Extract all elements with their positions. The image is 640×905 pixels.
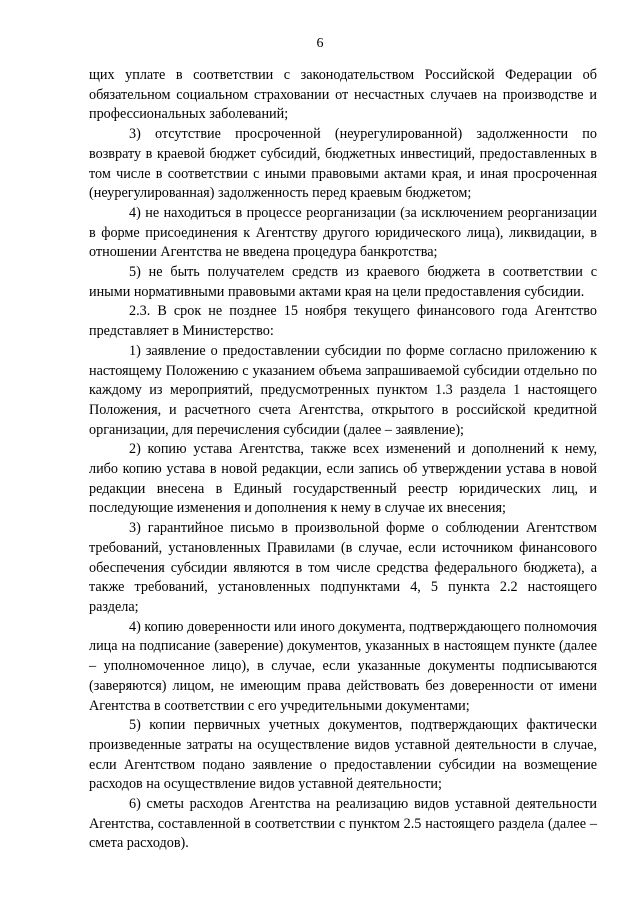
- page-number: 6: [316, 36, 324, 51]
- paragraph-item-4: 4) не находиться в процессе реорганизации (за исключением реорганизации в форме присоединения к Агентству другого юридического лица), ликвидации, в отношении Агентства не введена процедура банкротства;: [89, 204, 597, 261]
- paragraph-list-item-5: 5) копии первичных учетных документов, подтверждающих фактически произведенные затраты на осуществление видов уставной деятельности в случае, если Агентством подано заявление о предоставлении субсидии на возмещение расходов на осуществление видов уставной деятельности;: [89, 717, 597, 793]
- paragraph-list-item-1: 1) заявление о предоставлении субсидии по форме согласно приложению к настоящему Положению с указанием объема запрашиваемой субсидии отдельно по каждому из мероприятий, предусмотренных пунктом 1.3 раздела 1 настоящего Положения, и расчетного счета Агентства, открытого в российской кредитной организации, для перечисления субсидии (далее – заявление);: [89, 342, 597, 438]
- document-body: [89, 66, 597, 854]
- paragraph-list-item-3: 3) гарантийное письмо в произвольной форме о соблюдении Агентством требований, установленных Правилами (в случае, если источником финансового обеспечения субсидии являются в том числе средства федерального бюджета), а также требований, установленных подпунктами 4, 5 пункта 2.2 настоящего раздела;: [89, 520, 597, 615]
- paragraph-item-5: 5) не быть получателем средств из краевого бюджета в соответствии с иными нормативными правовыми актами края на цели предоставления субсидии.: [89, 264, 597, 300]
- paragraph-list-item-2: 2) копию устава Агентства, также всех изменений и дополнений к нему, либо копию устава в новой редакции, если запись об утверждении устава в новой редакции внесена в Единый государственный реестр юридических лиц, и последующие изменения и дополнения к нему в случае их внесения;: [89, 441, 597, 517]
- paragraph-section-2-3: 2.3. В срок не позднее 15 ноября текущего финансового года Агентство представляет в Министерство:: [89, 303, 597, 340]
- paragraph-continuation: щих уплате в соответствии с законодательством Российской Федерации об обязательном социальном страховании от несчастных случаев на производстве и профессиональных заболеваний;: [89, 67, 597, 123]
- paragraph-list-item-6: 6) сметы расходов Агентства на реализацию видов уставной деятельности Агентства, составленной в соответствии с пунктом 2.5 настоящего раздела (далее – смета расходов).: [89, 796, 597, 852]
- paragraph-list-item-4: 4) копию доверенности или иного документа, подтверждающего полномочия лица на подписание (заверение) документов, указанных в настоящем пункте (далее – уполномоченное лицо), в случае, если указанные документы подписываются (заверяются) лицом, не имеющим права действовать без доверенности от имени Агентства в соответствии с его учредительными документами;: [89, 618, 597, 714]
- paragraph-item-3: 3) отсутствие просроченной (неурегулированной) задолженности по возврату в краевой бюджет субсидий, бюджетных инвестиций, предоставленных в том числе в соответствии с иными правовыми актами края, и иная просроченная (неурегулированная) задолженность перед краевым бюджетом;: [89, 126, 597, 202]
